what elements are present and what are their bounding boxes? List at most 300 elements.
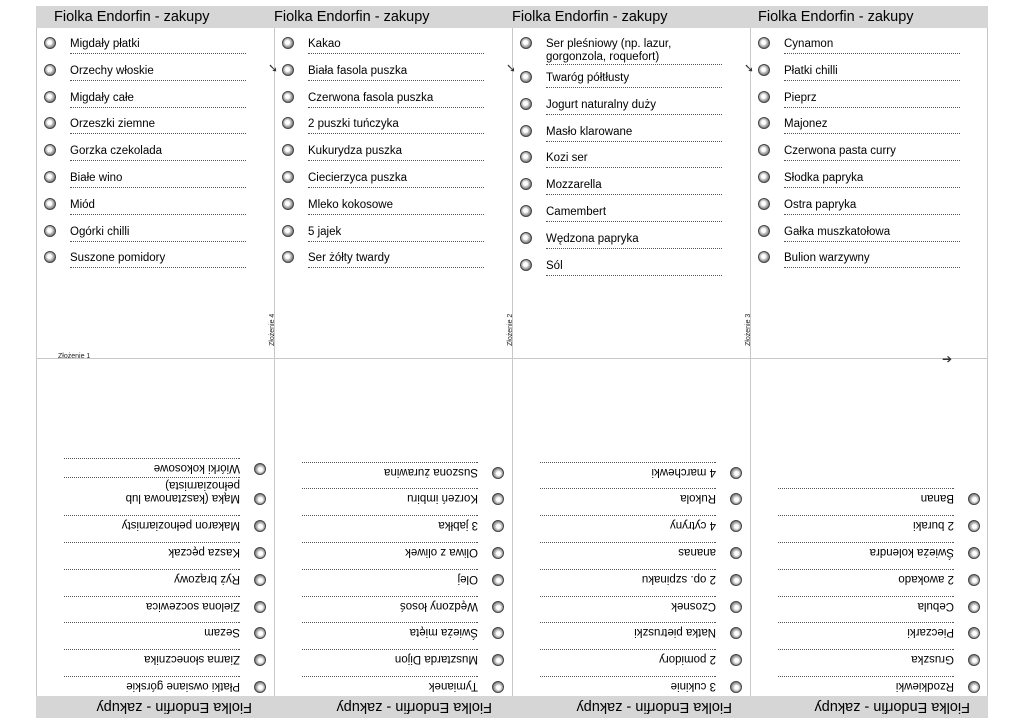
list-item <box>754 63 984 90</box>
checkbox-circle[interactable] <box>520 178 532 190</box>
checkbox-circle[interactable] <box>730 654 742 666</box>
list-item <box>40 143 270 170</box>
checkbox-circle[interactable] <box>758 171 770 183</box>
shopping-list-panel-inverted <box>40 434 270 694</box>
item-label: Mleko kokosowe <box>308 198 394 211</box>
list-item <box>278 116 508 143</box>
item-label: Ostra papryka <box>784 198 857 211</box>
checkbox-circle[interactable] <box>44 37 56 49</box>
item-label: Mąka (kasztanowa lub pełnoziarnista) <box>125 479 240 505</box>
writing-line <box>302 462 478 463</box>
writing-line <box>784 241 960 242</box>
list-item <box>40 116 270 143</box>
writing-line <box>784 80 960 81</box>
item-label: Jogurt naturalny duży <box>546 98 656 111</box>
checkbox-circle[interactable] <box>44 91 56 103</box>
list-item <box>516 124 746 151</box>
writing-line <box>308 267 484 268</box>
writing-line <box>546 167 722 168</box>
item-label: Wiórki kokosowe <box>153 462 240 475</box>
list-item <box>278 560 508 587</box>
writing-line <box>540 676 716 677</box>
list-item <box>754 560 984 587</box>
checkbox-circle[interactable] <box>758 91 770 103</box>
checkbox-circle[interactable] <box>730 681 742 693</box>
list-item <box>278 453 508 480</box>
list-item <box>40 170 270 197</box>
writing-line <box>778 515 954 516</box>
checkbox-circle[interactable] <box>44 144 56 156</box>
list-item <box>40 506 270 533</box>
writing-line <box>70 80 246 81</box>
item-label: Tymianek <box>428 680 478 692</box>
item-label: 4 marchewki <box>651 465 716 478</box>
panel-title: Fiolka Endorfin - zakupy <box>512 9 668 25</box>
writing-line <box>302 676 478 677</box>
writing-line <box>540 649 716 650</box>
item-label: Kakao <box>308 38 341 50</box>
panel-title: Fiolka Endorfin - zakupy <box>576 699 732 715</box>
checkbox-circle[interactable] <box>282 91 294 103</box>
fold-arrow-icon: ➘ <box>268 61 279 75</box>
item-label: Rukola <box>680 492 716 505</box>
list-item <box>40 36 270 63</box>
checkbox-circle[interactable] <box>282 37 294 49</box>
checkbox-circle[interactable] <box>282 225 294 237</box>
writing-line <box>778 488 954 489</box>
checkbox-circle[interactable] <box>758 117 770 129</box>
list-item <box>278 667 508 694</box>
checkbox-circle[interactable] <box>44 64 56 76</box>
checkbox-circle[interactable] <box>968 520 980 532</box>
checkbox-circle[interactable] <box>282 117 294 129</box>
writing-line <box>308 53 484 54</box>
list-item <box>754 250 984 277</box>
item-label: Migdały całe <box>70 91 134 104</box>
list-item <box>754 143 984 170</box>
item-label: Natka pietruszki <box>634 626 716 639</box>
checkbox-circle[interactable] <box>730 627 742 639</box>
item-label: Płatki owsiane górskie <box>126 680 240 692</box>
writing-line <box>546 221 722 222</box>
sheet-border-left <box>36 28 37 696</box>
checkbox-circle[interactable] <box>730 493 742 505</box>
item-label: 2 puszki tuńczyka <box>308 118 399 131</box>
writing-line <box>64 676 240 677</box>
checkbox-circle[interactable] <box>520 259 532 271</box>
writing-line <box>70 267 246 268</box>
list-item <box>40 533 270 560</box>
writing-line <box>308 214 484 215</box>
writing-line <box>70 241 246 242</box>
checkbox-circle[interactable] <box>254 547 266 559</box>
checkbox-circle[interactable] <box>254 681 266 693</box>
panel-title: Fiolka Endorfin - zakupy <box>96 699 252 715</box>
writing-line <box>302 596 478 597</box>
checkbox-circle[interactable] <box>730 467 742 479</box>
writing-line <box>302 622 478 623</box>
list-item <box>516 97 746 124</box>
checkbox-circle[interactable] <box>520 98 532 110</box>
checkbox-circle[interactable] <box>254 493 266 505</box>
checkbox-circle[interactable] <box>492 681 504 693</box>
writing-line <box>784 160 960 161</box>
panel-title: Fiolka Endorfin - zakupy <box>336 699 492 715</box>
list-item <box>516 150 746 177</box>
writing-line <box>540 596 716 597</box>
list-item <box>516 177 746 204</box>
shopping-list-panel <box>278 36 508 277</box>
list-item <box>516 204 746 231</box>
checkbox-circle[interactable] <box>968 574 980 586</box>
list-item <box>754 197 984 224</box>
checkbox-circle[interactable] <box>730 601 742 613</box>
writing-line <box>64 622 240 623</box>
list-item <box>754 533 984 560</box>
item-label: Korzeń imbiru <box>407 492 478 505</box>
list-item <box>754 116 984 143</box>
list-item <box>754 640 984 667</box>
list-item <box>278 640 508 667</box>
item-label: Cebula <box>917 599 954 612</box>
checkbox-circle[interactable] <box>492 601 504 613</box>
item-label: 5 jajek <box>308 225 342 238</box>
checkbox-circle[interactable] <box>758 37 770 49</box>
writing-line <box>546 141 722 142</box>
item-label: Słodka papryka <box>784 171 864 184</box>
fold-line <box>750 28 751 696</box>
checkbox-circle[interactable] <box>520 151 532 163</box>
list-item <box>516 533 746 560</box>
checkbox-circle[interactable] <box>254 654 266 666</box>
list-item <box>754 506 984 533</box>
list-item <box>754 224 984 251</box>
writing-line <box>784 267 960 268</box>
writing-line <box>70 133 246 134</box>
checkbox-circle[interactable] <box>730 547 742 559</box>
item-label: Miód <box>70 198 95 211</box>
list-item <box>516 480 746 507</box>
list-item <box>40 90 270 117</box>
list-item <box>278 614 508 641</box>
writing-line <box>778 569 954 570</box>
writing-line <box>64 477 240 478</box>
list-item <box>516 506 746 533</box>
writing-line <box>70 160 246 161</box>
writing-line <box>778 676 954 677</box>
checkbox-circle[interactable] <box>968 654 980 666</box>
checkbox-circle[interactable] <box>730 520 742 532</box>
checkbox-circle[interactable] <box>44 117 56 129</box>
writing-line <box>784 107 960 108</box>
checkbox-circle[interactable] <box>492 627 504 639</box>
checkbox-circle[interactable] <box>282 171 294 183</box>
item-label: Twaróg półtłusty <box>546 72 630 84</box>
list-item <box>278 587 508 614</box>
item-label: Wędzona papryka <box>546 232 639 245</box>
writing-line <box>302 515 478 516</box>
checkbox-circle[interactable] <box>282 198 294 210</box>
writing-line <box>778 649 954 650</box>
checkbox-circle[interactable] <box>520 232 532 244</box>
panel-title: Fiolka Endorfin - zakupy <box>758 9 914 25</box>
item-label: 2 awokado <box>898 572 954 585</box>
list-item <box>516 614 746 641</box>
item-label: Wędzony łosoś <box>400 599 478 612</box>
checkbox-circle[interactable] <box>968 493 980 505</box>
top-header-bar <box>36 6 988 28</box>
checkbox-circle[interactable] <box>492 547 504 559</box>
writing-line <box>70 53 246 54</box>
item-label: Masło klarowane <box>546 125 633 138</box>
checkbox-circle[interactable] <box>254 601 266 613</box>
shopping-list-panel <box>754 36 984 277</box>
checkbox-circle[interactable] <box>758 198 770 210</box>
writing-line <box>64 542 240 543</box>
item-label: Biała fasola puszka <box>308 64 408 77</box>
fold-label-2: Złożenie 2 <box>507 313 514 346</box>
panel-title: Fiolka Endorfin - zakupy <box>274 9 430 25</box>
item-label: Makaron pełnoziarnisty <box>121 519 240 532</box>
writing-line <box>778 542 954 543</box>
item-label: Pieczarki <box>907 626 954 639</box>
writing-line <box>778 622 954 623</box>
checkbox-circle[interactable] <box>282 64 294 76</box>
writing-line <box>784 187 960 188</box>
fold-line <box>274 28 275 696</box>
list-item <box>278 480 508 507</box>
item-label: Gorzka czekolada <box>70 145 163 158</box>
list-item <box>40 197 270 224</box>
list-item <box>40 450 270 477</box>
item-label: Suszona żurawina <box>384 465 478 478</box>
list-item <box>516 560 746 587</box>
list-item <box>754 667 984 694</box>
item-label: Czerwona pasta curry <box>784 145 896 158</box>
bottom-header-bar <box>36 696 988 718</box>
item-label: Kozi ser <box>546 152 588 165</box>
list-item <box>278 533 508 560</box>
list-item <box>278 250 508 277</box>
writing-line <box>540 569 716 570</box>
checkbox-circle[interactable] <box>44 198 56 210</box>
item-label: 2 buraki <box>913 519 954 532</box>
item-label: Kasza pęczak <box>168 546 240 559</box>
shopping-list-panel-inverted <box>516 452 746 694</box>
checkbox-circle[interactable] <box>968 627 980 639</box>
item-label: Sezam <box>204 626 240 639</box>
checkbox-circle[interactable] <box>254 627 266 639</box>
writing-line <box>308 241 484 242</box>
item-label: Ciecierzyca puszka <box>308 171 408 184</box>
checkbox-circle[interactable] <box>44 225 56 237</box>
writing-line <box>546 64 722 65</box>
checkbox-circle[interactable] <box>492 654 504 666</box>
fold-arrow-icon: ➘ <box>506 61 517 75</box>
fold-arrow-icon: ➔ <box>942 352 953 366</box>
checkbox-circle[interactable] <box>758 225 770 237</box>
checkbox-circle[interactable] <box>968 547 980 559</box>
writing-line <box>302 542 478 543</box>
item-label: Camembert <box>546 205 607 218</box>
shopping-list-sheet <box>36 6 988 718</box>
list-item <box>516 258 746 285</box>
item-label: 4 cytryny <box>669 519 716 532</box>
checkbox-circle[interactable] <box>492 574 504 586</box>
item-label: Świeża mięta <box>409 626 478 639</box>
writing-line <box>546 87 722 88</box>
checkbox-circle[interactable] <box>492 467 504 479</box>
checkbox-circle[interactable] <box>520 205 532 217</box>
panel-title: Fiolka Endorfin - zakupy <box>54 9 210 25</box>
writing-line <box>64 515 240 516</box>
item-label: Mozzarella <box>546 179 602 192</box>
item-label: Ogórki chilli <box>70 225 130 238</box>
list-item <box>754 170 984 197</box>
writing-line <box>308 160 484 161</box>
writing-line <box>546 194 722 195</box>
checkbox-circle[interactable] <box>968 681 980 693</box>
writing-line <box>540 542 716 543</box>
item-label: Gałka muszkatołowa <box>784 225 891 238</box>
item-label: 2 pomidory <box>659 653 716 666</box>
list-item <box>278 170 508 197</box>
item-label: Gruszka <box>911 653 954 666</box>
item-label: Sól <box>546 259 563 272</box>
list-item <box>754 480 984 507</box>
item-label: Ziarna słonecznika <box>144 653 240 666</box>
writing-line <box>778 596 954 597</box>
list-item <box>278 224 508 251</box>
shopping-list-panel <box>40 36 270 277</box>
fold-line <box>512 28 513 696</box>
list-item <box>754 614 984 641</box>
fold-label-1: Złożenie 1 <box>58 353 91 360</box>
list-item <box>40 640 270 667</box>
writing-line <box>64 596 240 597</box>
item-label: 2 op. szpinaku <box>641 572 716 585</box>
checkbox-circle[interactable] <box>254 520 266 532</box>
item-label: Oliwa z oliwek <box>405 546 478 559</box>
writing-line <box>302 569 478 570</box>
checkbox-circle[interactable] <box>758 144 770 156</box>
checkbox-circle[interactable] <box>282 251 294 263</box>
item-label: Cynamon <box>784 38 834 50</box>
item-label: Kukurydza puszka <box>308 145 402 158</box>
list-item <box>40 63 270 90</box>
item-label: Ryż brązowy <box>174 572 240 585</box>
item-label: Zielona soczewica <box>146 599 240 612</box>
shopping-list-panel-inverted <box>754 478 984 694</box>
checkbox-circle[interactable] <box>758 64 770 76</box>
list-item <box>516 231 746 258</box>
checkbox-circle[interactable] <box>282 144 294 156</box>
item-label: ananas <box>678 546 716 559</box>
checkbox-circle[interactable] <box>758 251 770 263</box>
list-item <box>40 560 270 587</box>
item-label: Ser pleśniowy (np. lazur, gorgonzola, roquefort) <box>546 38 672 63</box>
item-label: Świeża kolendra <box>869 546 954 559</box>
checkbox-circle[interactable] <box>254 574 266 586</box>
item-label: Migdały płatki <box>70 38 140 50</box>
checkbox-circle[interactable] <box>520 71 532 83</box>
item-label: Pieprz <box>784 91 817 104</box>
writing-line <box>784 214 960 215</box>
list-item <box>40 614 270 641</box>
writing-line <box>540 622 716 623</box>
list-item <box>40 224 270 251</box>
fold-line-horizontal <box>36 358 988 359</box>
writing-line <box>308 107 484 108</box>
list-item <box>516 453 746 480</box>
item-label: Białe wino <box>70 171 123 184</box>
item-label: Banan <box>920 492 954 505</box>
list-item <box>278 63 508 90</box>
item-label: 3 jabłka <box>438 519 478 532</box>
list-item <box>278 90 508 117</box>
item-label: Czerwona fasola puszka <box>308 91 434 104</box>
shopping-list-panel <box>516 36 746 284</box>
checkbox-circle[interactable] <box>968 601 980 613</box>
list-item <box>516 36 746 70</box>
checkbox-circle[interactable] <box>730 574 742 586</box>
writing-line <box>70 187 246 188</box>
writing-line <box>784 53 960 54</box>
list-item <box>278 197 508 224</box>
writing-line <box>784 133 960 134</box>
writing-line <box>308 133 484 134</box>
list-item <box>278 36 508 63</box>
list-item <box>516 667 746 694</box>
list-item <box>516 640 746 667</box>
writing-line <box>302 488 478 489</box>
checkbox-circle[interactable] <box>44 251 56 263</box>
writing-line <box>308 187 484 188</box>
item-label: Olej <box>457 572 478 585</box>
list-item <box>516 70 746 97</box>
list-item <box>40 250 270 277</box>
item-label: Bulion warzywny <box>784 252 870 265</box>
list-item <box>754 587 984 614</box>
fold-arrow-icon: ➘ <box>744 61 755 75</box>
writing-line <box>70 214 246 215</box>
checkbox-circle[interactable] <box>254 463 266 475</box>
panel-title: Fiolka Endorfin - zakupy <box>814 699 970 715</box>
list-item <box>754 90 984 117</box>
writing-line <box>546 114 722 115</box>
list-item <box>278 143 508 170</box>
checkbox-circle[interactable] <box>520 125 532 137</box>
checkbox-circle[interactable] <box>520 37 532 49</box>
writing-line <box>70 107 246 108</box>
item-label: Orzeszki ziemne <box>70 118 155 131</box>
checkbox-circle[interactable] <box>44 171 56 183</box>
fold-label-4: Złożenie 4 <box>269 313 276 346</box>
writing-line <box>540 462 716 463</box>
list-item <box>40 587 270 614</box>
item-label: Musztarda Dijon <box>394 653 478 666</box>
item-label: Suszone pomidory <box>70 252 166 265</box>
list-item <box>278 506 508 533</box>
checkbox-circle[interactable] <box>492 493 504 505</box>
list-item <box>754 36 984 63</box>
checkbox-circle[interactable] <box>492 520 504 532</box>
writing-line <box>546 248 722 249</box>
writing-line <box>302 649 478 650</box>
item-label: 3 cukinie <box>670 680 716 692</box>
item-label: Ser żółty twardy <box>308 252 390 265</box>
sheet-border-right <box>987 28 988 696</box>
